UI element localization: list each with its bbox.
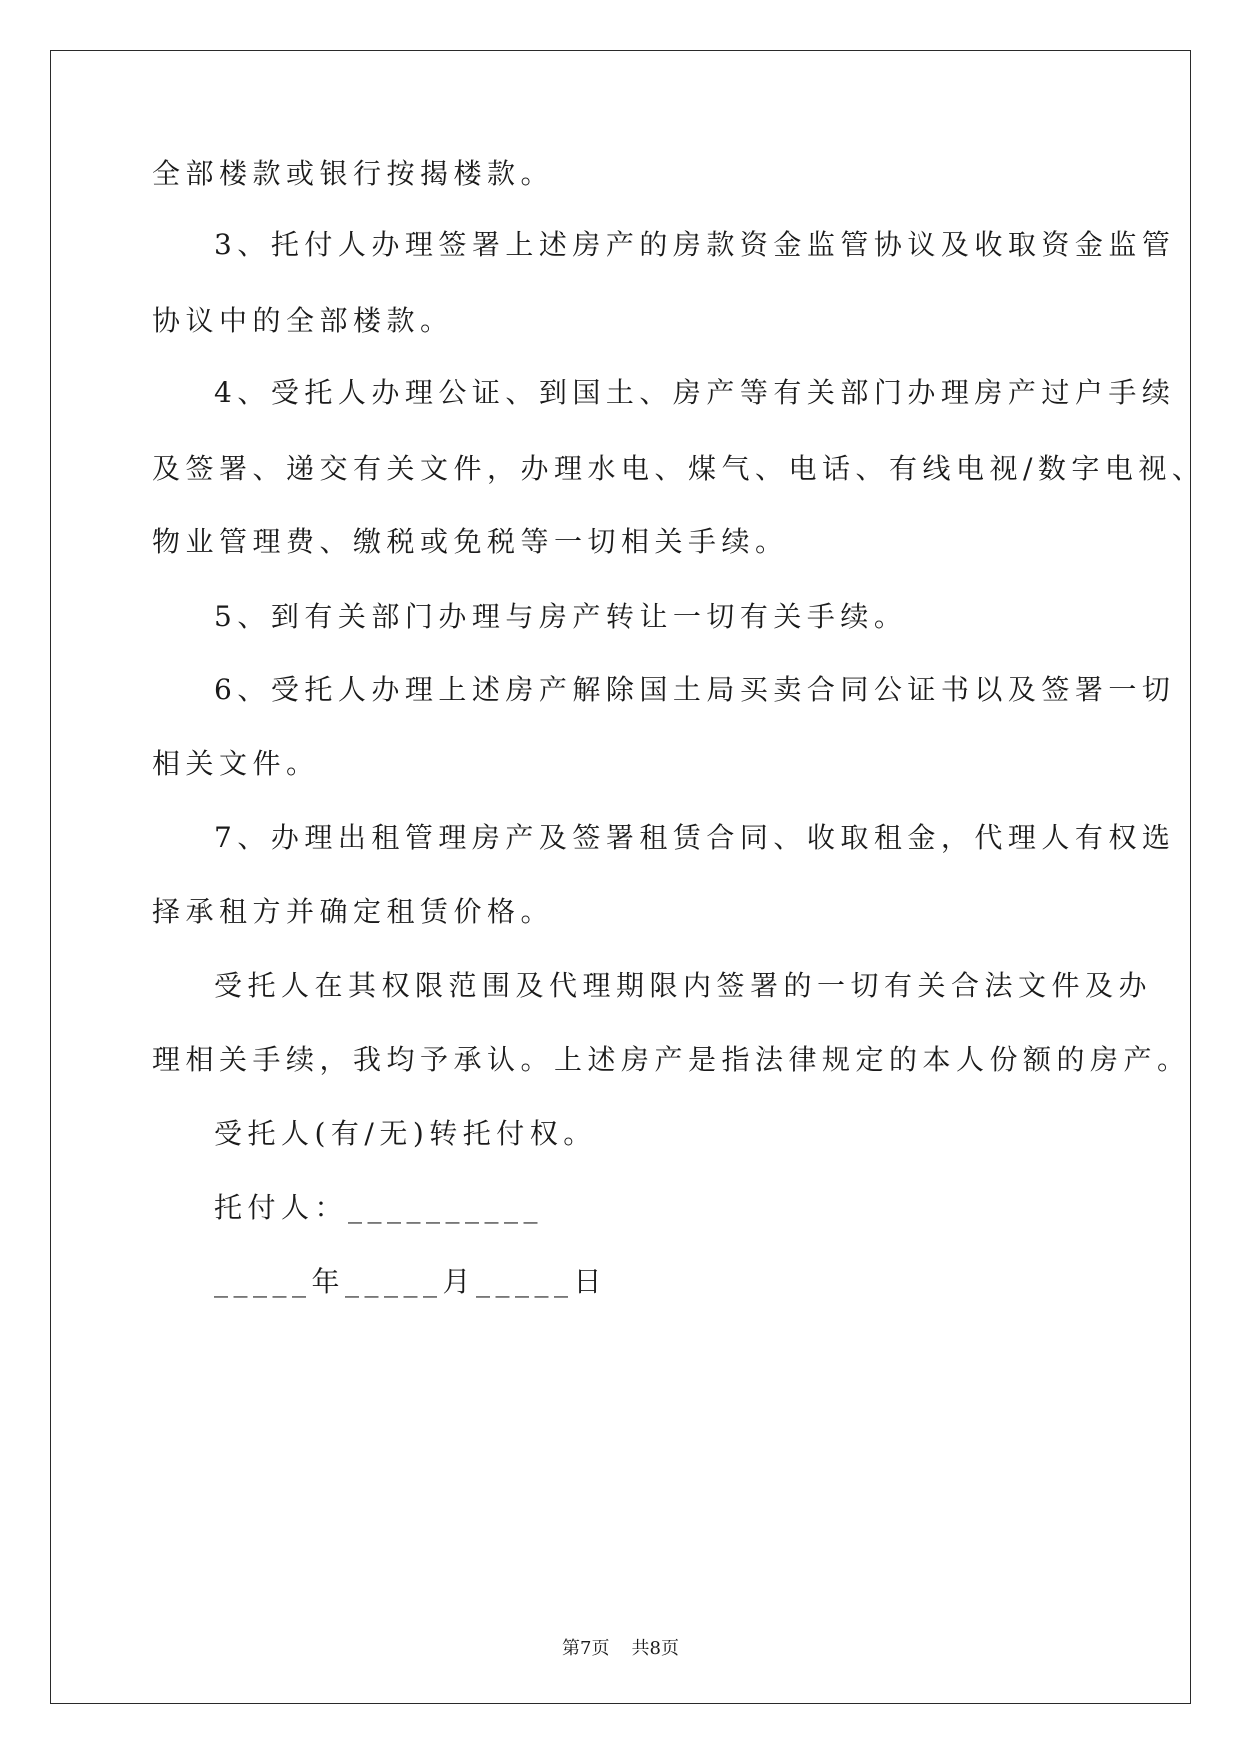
text-line-6: 物业管理费、缴税或免税等一切相关手续。 <box>152 525 789 558</box>
text-line-7: 5、到有关部门办理与房产转让一切有关手续。 <box>214 600 908 633</box>
text-line-4: 4、受托人办理公证、到国土、房产等有关部门办理房产过户手续 <box>214 376 1176 409</box>
signer-line: 托付人：__________ <box>214 1191 544 1224</box>
text-line-8: 6、受托人办理上述房产解除国土局买卖合同公证书以及签署一切 <box>214 673 1176 706</box>
text-line-3: 协议中的全部楼款。 <box>152 304 454 337</box>
date-line: _____年_____月_____日 <box>214 1265 608 1298</box>
text-line-11: 择承租方并确定租赁价格。 <box>152 895 555 928</box>
text-line-2: 3、托付人办理签署上述房产的房款资金监管协议及收取资金监管 <box>214 228 1176 261</box>
page-footer <box>0 1638 1241 1660</box>
page-number: 第7页 <box>562 1638 610 1659</box>
text-line-10: 7、办理出租管理房产及签署租赁合同、收取租金，代理人有权选 <box>214 821 1176 854</box>
text-line-1: 全部楼款或银行按揭楼款。 <box>152 157 555 190</box>
text-line-14: 受托人(有/无)转托付权。 <box>214 1117 597 1150</box>
text-line-12: 受托人在其权限范围及代理期限内签署的一切有关合法文件及办 <box>214 969 1153 1002</box>
page-border <box>50 50 1191 1704</box>
text-line-13: 理相关手续，我均予承认。上述房产是指法律规定的本人份额的房产。 <box>152 1043 1191 1076</box>
page-total: 共8页 <box>631 1638 679 1659</box>
text-line-5: 及签署、递交有关文件，办理水电、煤气、电话、有线电视/数字电视、 <box>152 452 1206 485</box>
text-line-9: 相关文件。 <box>152 747 320 780</box>
